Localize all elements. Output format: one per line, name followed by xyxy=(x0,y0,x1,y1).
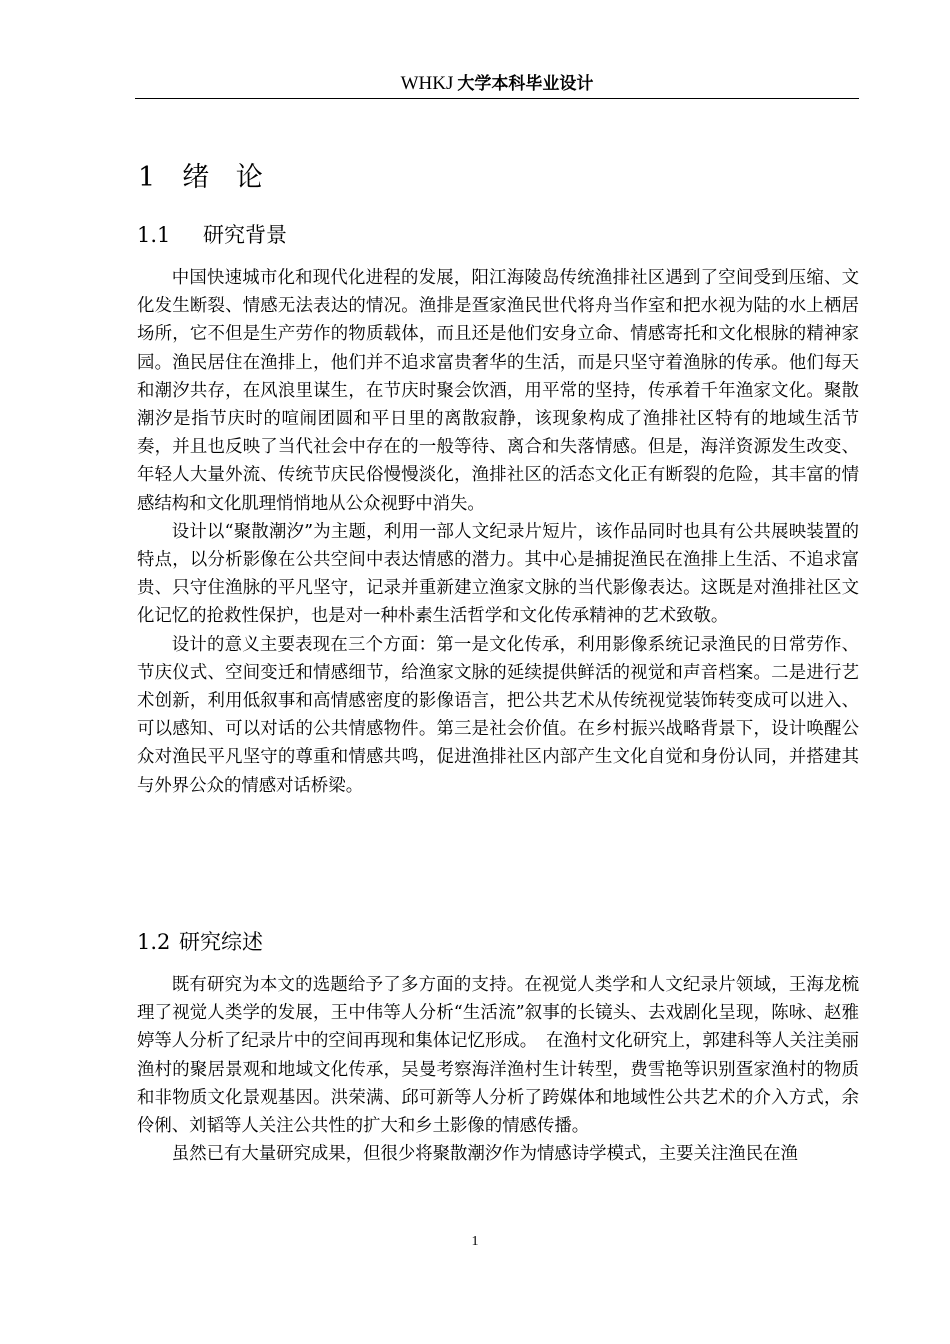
paragraph: 设计的意义主要表现在三个方面：第一是文化传承，利用影像系统记录渔民的日常劳作、节庆仪式、空间变迁和情感细节，给渔家文脉的延续提供鲜活的视觉和声音档案。二是进行艺术创新，利用低叙事和高情感密度的影像语言，把公共艺术从传统视觉装饰转变成可以进入、可以感知、可以对话的公共情感物件。第三是社会价值。在乡村振兴战略背景下，设计唤醒公众对渔民平凡坚守的尊重和情感共鸣，促进渔排社区内部产生文化自觉和身份认同，并搭建其与外界公众的情感对话桥梁。 xyxy=(137,634,859,796)
chapter-number: 1 xyxy=(138,162,157,193)
paragraph: 既有研究为本文的选题给予了多方面的支持。在视觉人类学和人文纪录片领域，王海龙梳理了视觉人类学的发展，王中伟等人分析“生活流”叙事的长镜头、去戏剧化呈现，陈咏、赵雅婷等人分析了纪录片中的空间再现和集体记忆形成。 在渔村文化研究上，郭建科等人关注美丽渔村的聚居景观和地域文化传承，吴曼考察海洋渔村生计转型，费雪艳等识别疍家渔村的物质和非物质文化景观基因。洪荣满、邱可新等人分析了跨媒体和地域性公共艺术的介入方式，余伶俐、刘韬等人关注公共性的扩大和乡土影像的情感传播。 xyxy=(137,975,859,1137)
page-number: 1 xyxy=(471,1234,479,1249)
section-body-1-2 xyxy=(137,971,859,1168)
section-body-1-1 xyxy=(137,264,859,800)
section-number: 1.2 xyxy=(137,930,171,954)
section-heading-1-1 xyxy=(137,220,287,250)
page-header xyxy=(135,70,859,98)
paragraph: 虽然已有大量研究成果，但很少将聚散潮汐作为情感诗学模式，主要关注渔民在渔 xyxy=(171,1144,798,1165)
header-rule xyxy=(135,98,859,99)
chapter-title xyxy=(138,160,272,196)
section-number: 1.1 xyxy=(137,223,171,247)
paragraph: 中国快速城市化和现代化进程的发展，阳江海陵岛传统渔排社区遇到了空间受到压缩、文化发生断裂、情感无法表达的情况。渔排是疍家渔民世代将舟当作室和把水视为陆的水上栖居场所，它不但是生产劳作的物质载体，而且还是他们安身立命、情感寄托和文化根脉的精神家园。渔民居住在渔排上，他们并不追求富贵奢华的生活，而是只坚守着渔脉的传承。他们每天和潮汐共存，在风浪里谋生，在节庆时聚会饮酒，用平常的坚持，传承着千年渔家文化。聚散潮汐是指节庆时的喧闹团圆和平日里的离散寂静，该现象构成了渔排社区特有的地域生活节奏，并且也反映了当代社会中存在的一般等待、离合和失落情感。但是，海洋资源发生改变、年轻人大量外流、传统节庆民俗慢慢淡化，渔排社区的活态文化正有断裂的危险，其丰富的情感结构和文化肌理悄悄地从公众视野中消失。 xyxy=(137,268,859,514)
header-title: 大学本科毕业设计 xyxy=(457,74,594,94)
chapter-name: 绪 论 xyxy=(182,162,272,193)
section-title: 研究综述 xyxy=(179,930,263,954)
section-heading-1-2 xyxy=(137,927,263,957)
header-code: WHKJ xyxy=(400,73,454,94)
section-title: 研究背景 xyxy=(203,223,287,247)
paragraph: 设计以“聚散潮汐”为主题，利用一部人文纪录片短片，该作品同时也具有公共展映装置的特点，以分析影像在公共空间中表达情感的潜力。其中心是捕捉渔民在渔排上生活、不追求富贵、只守住渔脉的平凡坚守，记录并重新建立渔家文脉的当代影像表达。这既是对渔排社区文化记忆的抢救性保护，也是对一种朴素生活哲学和文化传承精神的艺术致敬。 xyxy=(137,521,859,627)
